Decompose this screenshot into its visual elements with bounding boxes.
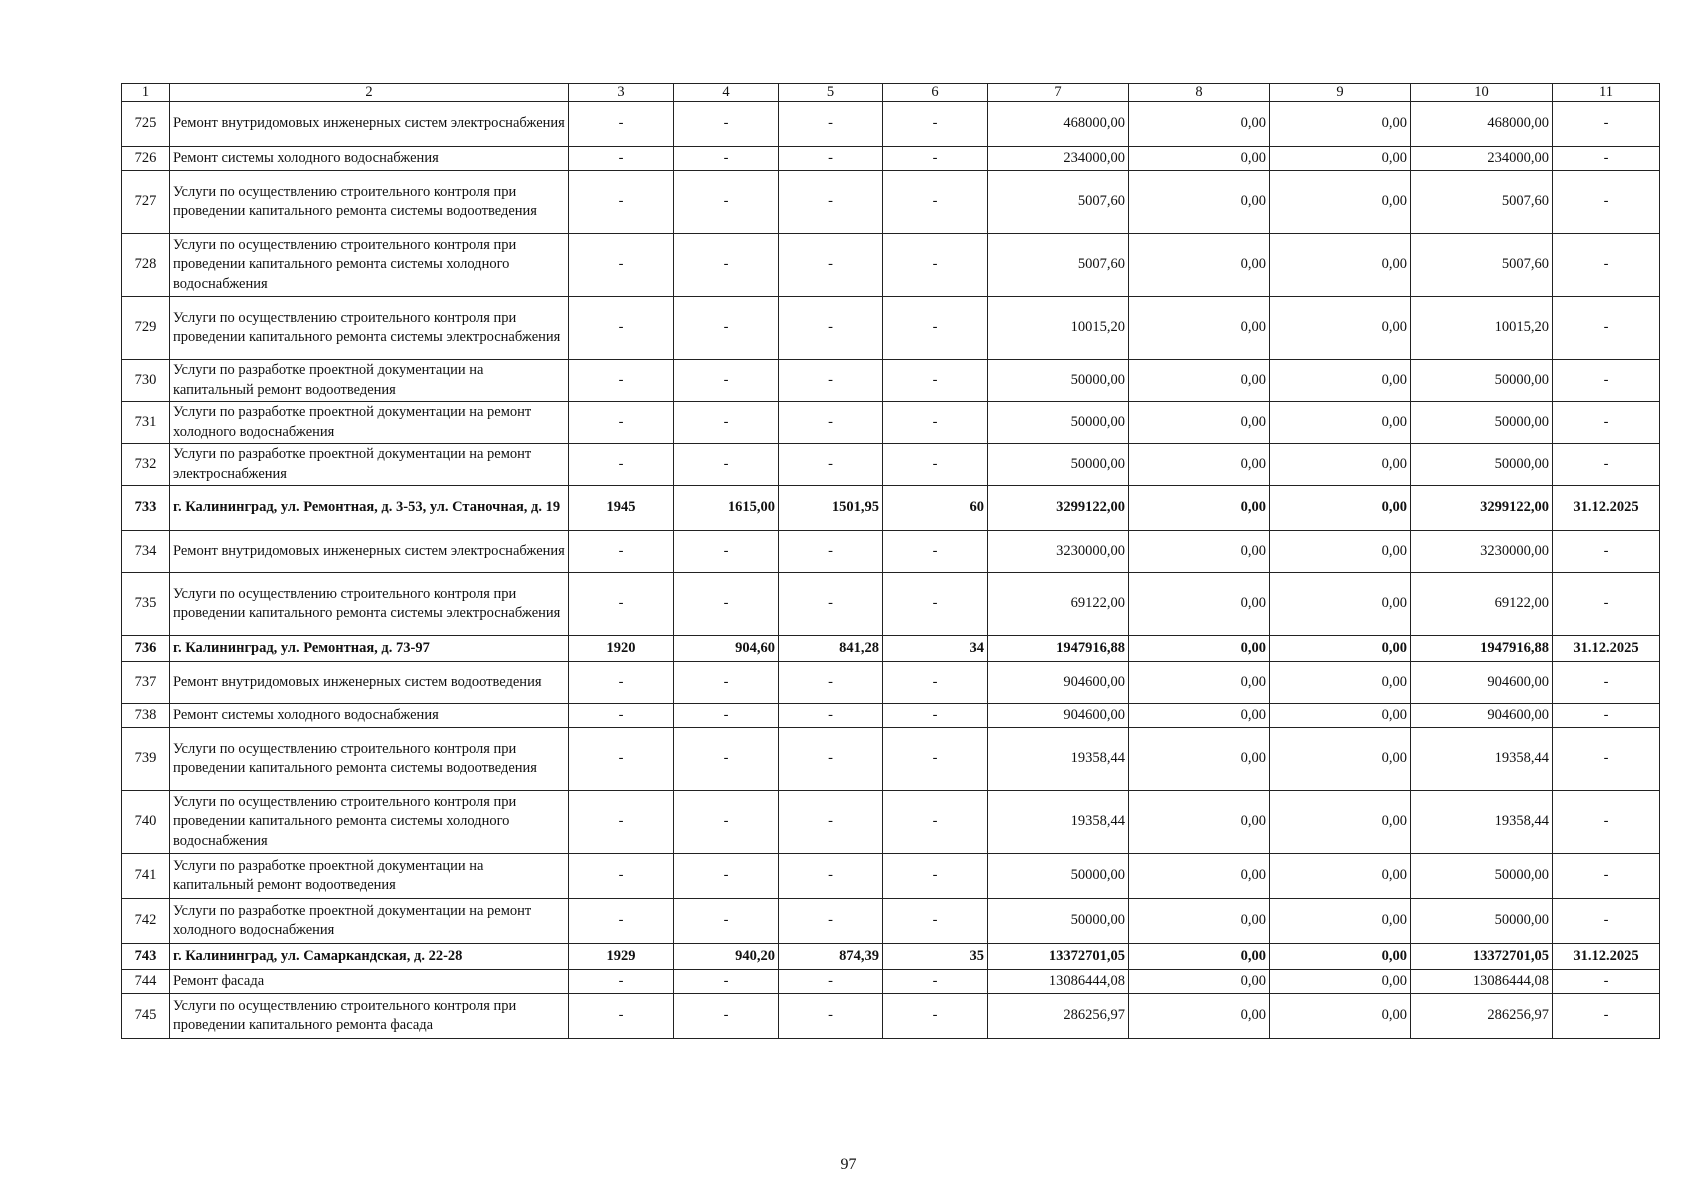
total-cost-cell: 69122,00: [988, 573, 1129, 636]
completion-date-cell: -: [1553, 573, 1660, 636]
row-number-cell: 727: [122, 171, 170, 234]
federal-funds-cell: 0,00: [1129, 102, 1270, 147]
regional-funds-cell: 0,00: [1270, 171, 1411, 234]
residents-count-cell: 34: [883, 636, 988, 662]
federal-funds-cell: 0,00: [1129, 171, 1270, 234]
residents-count-cell: 60: [883, 486, 988, 531]
total-cost-cell: 13372701,05: [988, 944, 1129, 970]
work-name-cell: Услуги по разработке проектной документации на капитальный ремонт водоотведения: [170, 360, 569, 402]
completion-date-cell: -: [1553, 704, 1660, 728]
build-year-cell: -: [569, 899, 674, 944]
residents-count-cell: -: [883, 662, 988, 704]
federal-funds-cell: 0,00: [1129, 360, 1270, 402]
living-area-cell: -: [779, 970, 883, 994]
living-area-cell: -: [779, 171, 883, 234]
row-number-cell: 745: [122, 994, 170, 1039]
residents-count-cell: -: [883, 704, 988, 728]
regional-funds-cell: 0,00: [1270, 704, 1411, 728]
total-area-cell: -: [674, 994, 779, 1039]
living-area-cell: -: [779, 297, 883, 360]
completion-date-cell: -: [1553, 234, 1660, 297]
residents-count-cell: -: [883, 970, 988, 994]
owner-funds-cell: 50000,00: [1411, 444, 1553, 486]
work-item-row: [122, 147, 1660, 171]
total-area-cell: -: [674, 662, 779, 704]
build-year-cell: -: [569, 402, 674, 444]
total-cost-cell: 5007,60: [988, 171, 1129, 234]
build-year-cell: -: [569, 854, 674, 899]
total-area-cell: -: [674, 147, 779, 171]
row-number-cell: 730: [122, 360, 170, 402]
living-area-cell: -: [779, 728, 883, 791]
work-name-cell: Ремонт системы холодного водоснабжения: [170, 704, 569, 728]
build-year-cell: -: [569, 444, 674, 486]
build-year-cell: -: [569, 704, 674, 728]
living-area-cell: -: [779, 854, 883, 899]
build-year-cell: -: [569, 994, 674, 1039]
total-area-cell: 1615,00: [674, 486, 779, 531]
completion-date-cell: -: [1553, 297, 1660, 360]
federal-funds-cell: 0,00: [1129, 854, 1270, 899]
federal-funds-cell: 0,00: [1129, 486, 1270, 531]
work-item-row: [122, 791, 1660, 854]
work-name-cell: Услуги по разработке проектной документации на ремонт холодного водоснабжения: [170, 402, 569, 444]
total-area-cell: -: [674, 171, 779, 234]
completion-date-cell: -: [1553, 360, 1660, 402]
residents-count-cell: -: [883, 728, 988, 791]
regional-funds-cell: 0,00: [1270, 636, 1411, 662]
work-item-row: [122, 360, 1660, 402]
total-area-cell: 940,20: [674, 944, 779, 970]
work-name-cell: Услуги по разработке проектной документации на ремонт холодного водоснабжения: [170, 899, 569, 944]
total-cost-cell: 19358,44: [988, 728, 1129, 791]
owner-funds-cell: 50000,00: [1411, 899, 1553, 944]
residents-count-cell: 35: [883, 944, 988, 970]
federal-funds-cell: 0,00: [1129, 994, 1270, 1039]
build-year-cell: -: [569, 662, 674, 704]
completion-date-cell: -: [1553, 791, 1660, 854]
regional-funds-cell: 0,00: [1270, 854, 1411, 899]
residents-count-cell: -: [883, 573, 988, 636]
row-number-cell: 728: [122, 234, 170, 297]
residents-count-cell: -: [883, 171, 988, 234]
total-area-cell: 904,60: [674, 636, 779, 662]
living-area-cell: -: [779, 147, 883, 171]
total-cost-cell: 3230000,00: [988, 531, 1129, 573]
address-row: [122, 944, 1660, 970]
owner-funds-cell: 468000,00: [1411, 102, 1553, 147]
column-number-header-row: [122, 84, 1660, 102]
total-cost-cell: 50000,00: [988, 360, 1129, 402]
work-item-row: [122, 970, 1660, 994]
build-year-cell: -: [569, 728, 674, 791]
owner-funds-cell: 5007,60: [1411, 234, 1553, 297]
owner-funds-cell: 13086444,08: [1411, 970, 1553, 994]
living-area-cell: 841,28: [779, 636, 883, 662]
row-number-cell: 743: [122, 944, 170, 970]
work-item-row: [122, 531, 1660, 573]
build-year-cell: -: [569, 573, 674, 636]
total-cost-cell: 50000,00: [988, 854, 1129, 899]
living-area-cell: -: [779, 573, 883, 636]
living-area-cell: -: [779, 234, 883, 297]
living-area-cell: -: [779, 531, 883, 573]
owner-funds-cell: 69122,00: [1411, 573, 1553, 636]
total-area-cell: -: [674, 573, 779, 636]
build-year-cell: -: [569, 234, 674, 297]
completion-date-cell: 31.12.2025: [1553, 486, 1660, 531]
living-area-cell: -: [779, 994, 883, 1039]
owner-funds-cell: 3299122,00: [1411, 486, 1553, 531]
living-area-cell: -: [779, 402, 883, 444]
residents-count-cell: -: [883, 444, 988, 486]
completion-date-cell: -: [1553, 899, 1660, 944]
regional-funds-cell: 0,00: [1270, 994, 1411, 1039]
total-cost-cell: 50000,00: [988, 444, 1129, 486]
federal-funds-cell: 0,00: [1129, 899, 1270, 944]
row-number-cell: 725: [122, 102, 170, 147]
owner-funds-cell: 13372701,05: [1411, 944, 1553, 970]
total-area-cell: -: [674, 402, 779, 444]
row-number-cell: 742: [122, 899, 170, 944]
living-area-cell: -: [779, 704, 883, 728]
build-year-cell: 1920: [569, 636, 674, 662]
regional-funds-cell: 0,00: [1270, 662, 1411, 704]
work-name-cell: г. Калининград, ул. Самаркандская, д. 22-28: [170, 944, 569, 970]
total-cost-cell: 286256,97: [988, 994, 1129, 1039]
page-number: 97: [840, 1156, 857, 1173]
total-area-cell: -: [674, 531, 779, 573]
total-area-cell: -: [674, 102, 779, 147]
total-area-cell: -: [674, 899, 779, 944]
living-area-cell: -: [779, 791, 883, 854]
federal-funds-cell: 0,00: [1129, 147, 1270, 171]
table-body: [122, 84, 1660, 1039]
work-name-cell: Услуги по осуществлению строительного контроля при проведении капитального ремонта системы водоотведения: [170, 171, 569, 234]
column-number-header: 8: [1129, 84, 1270, 102]
column-number-header: 4: [674, 84, 779, 102]
total-cost-cell: 19358,44: [988, 791, 1129, 854]
column-number-header: 3: [569, 84, 674, 102]
total-cost-cell: 904600,00: [988, 662, 1129, 704]
living-area-cell: 874,39: [779, 944, 883, 970]
total-cost-cell: 904600,00: [988, 704, 1129, 728]
federal-funds-cell: 0,00: [1129, 728, 1270, 791]
total-cost-cell: 5007,60: [988, 234, 1129, 297]
regional-funds-cell: 0,00: [1270, 147, 1411, 171]
federal-funds-cell: 0,00: [1129, 444, 1270, 486]
residents-count-cell: -: [883, 360, 988, 402]
build-year-cell: 1929: [569, 944, 674, 970]
owner-funds-cell: 50000,00: [1411, 360, 1553, 402]
column-number-header: 5: [779, 84, 883, 102]
owner-funds-cell: 1947916,88: [1411, 636, 1553, 662]
total-area-cell: -: [674, 791, 779, 854]
row-number-cell: 738: [122, 704, 170, 728]
build-year-cell: -: [569, 297, 674, 360]
total-area-cell: -: [674, 854, 779, 899]
completion-date-cell: -: [1553, 147, 1660, 171]
build-year-cell: -: [569, 791, 674, 854]
living-area-cell: -: [779, 899, 883, 944]
column-number-header: 7: [988, 84, 1129, 102]
owner-funds-cell: 286256,97: [1411, 994, 1553, 1039]
completion-date-cell: -: [1553, 402, 1660, 444]
column-number-header: 9: [1270, 84, 1411, 102]
work-item-row: [122, 234, 1660, 297]
residents-count-cell: -: [883, 234, 988, 297]
regional-funds-cell: 0,00: [1270, 297, 1411, 360]
total-area-cell: -: [674, 444, 779, 486]
total-cost-cell: 50000,00: [988, 899, 1129, 944]
residents-count-cell: -: [883, 899, 988, 944]
column-number-header: 2: [170, 84, 569, 102]
completion-date-cell: -: [1553, 171, 1660, 234]
federal-funds-cell: 0,00: [1129, 662, 1270, 704]
row-number-cell: 741: [122, 854, 170, 899]
row-number-cell: 729: [122, 297, 170, 360]
completion-date-cell: -: [1553, 531, 1660, 573]
regional-funds-cell: 0,00: [1270, 970, 1411, 994]
residents-count-cell: -: [883, 297, 988, 360]
living-area-cell: -: [779, 360, 883, 402]
total-cost-cell: 3299122,00: [988, 486, 1129, 531]
regional-funds-cell: 0,00: [1270, 944, 1411, 970]
work-name-cell: Услуги по разработке проектной документации на ремонт электроснабжения: [170, 444, 569, 486]
federal-funds-cell: 0,00: [1129, 636, 1270, 662]
work-item-row: [122, 994, 1660, 1039]
build-year-cell: -: [569, 102, 674, 147]
column-number-header: 1: [122, 84, 170, 102]
living-area-cell: -: [779, 444, 883, 486]
owner-funds-cell: 904600,00: [1411, 704, 1553, 728]
work-name-cell: Услуги по осуществлению строительного контроля при проведении капитального ремонта системы холодного водоснабжения: [170, 791, 569, 854]
completion-date-cell: -: [1553, 970, 1660, 994]
total-cost-cell: 468000,00: [988, 102, 1129, 147]
work-name-cell: Услуги по осуществлению строительного контроля при проведении капитального ремонта системы электроснабжения: [170, 297, 569, 360]
regional-funds-cell: 0,00: [1270, 728, 1411, 791]
regional-funds-cell: 0,00: [1270, 486, 1411, 531]
work-item-row: [122, 102, 1660, 147]
federal-funds-cell: 0,00: [1129, 791, 1270, 854]
work-name-cell: Ремонт фасада: [170, 970, 569, 994]
residents-count-cell: -: [883, 531, 988, 573]
column-number-header: 6: [883, 84, 988, 102]
work-name-cell: г. Калининград, ул. Ремонтная, д. 3-53, ул. Станочная, д. 19: [170, 486, 569, 531]
federal-funds-cell: 0,00: [1129, 573, 1270, 636]
address-row: [122, 486, 1660, 531]
work-name-cell: Услуги по осуществлению строительного контроля при проведении капитального ремонта фасада: [170, 994, 569, 1039]
work-name-cell: Услуги по осуществлению строительного контроля при проведении капитального ремонта системы водоотведения: [170, 728, 569, 791]
work-name-cell: Ремонт внутридомовых инженерных систем электроснабжения: [170, 102, 569, 147]
work-name-cell: Ремонт внутридомовых инженерных систем электроснабжения: [170, 531, 569, 573]
column-number-header: 10: [1411, 84, 1553, 102]
work-name-cell: г. Калининград, ул. Ремонтная, д. 73-97: [170, 636, 569, 662]
total-cost-cell: 10015,20: [988, 297, 1129, 360]
total-area-cell: -: [674, 970, 779, 994]
federal-funds-cell: 0,00: [1129, 402, 1270, 444]
work-item-row: [122, 573, 1660, 636]
owner-funds-cell: 19358,44: [1411, 791, 1553, 854]
build-year-cell: -: [569, 531, 674, 573]
work-item-row: [122, 728, 1660, 791]
owner-funds-cell: 904600,00: [1411, 662, 1553, 704]
residents-count-cell: -: [883, 147, 988, 171]
total-area-cell: -: [674, 297, 779, 360]
regional-funds-cell: 0,00: [1270, 360, 1411, 402]
total-cost-cell: 1947916,88: [988, 636, 1129, 662]
regional-funds-cell: 0,00: [1270, 791, 1411, 854]
build-year-cell: -: [569, 147, 674, 171]
work-name-cell: Ремонт системы холодного водоснабжения: [170, 147, 569, 171]
work-name-cell: Ремонт внутридомовых инженерных систем водоотведения: [170, 662, 569, 704]
owner-funds-cell: 234000,00: [1411, 147, 1553, 171]
owner-funds-cell: 50000,00: [1411, 402, 1553, 444]
row-number-cell: 735: [122, 573, 170, 636]
total-cost-cell: 13086444,08: [988, 970, 1129, 994]
owner-funds-cell: 3230000,00: [1411, 531, 1553, 573]
row-number-cell: 731: [122, 402, 170, 444]
residents-count-cell: -: [883, 854, 988, 899]
owner-funds-cell: 10015,20: [1411, 297, 1553, 360]
total-area-cell: -: [674, 360, 779, 402]
row-number-cell: 734: [122, 531, 170, 573]
living-area-cell: -: [779, 102, 883, 147]
row-number-cell: 740: [122, 791, 170, 854]
row-number-cell: 733: [122, 486, 170, 531]
row-number-cell: 737: [122, 662, 170, 704]
work-name-cell: Услуги по осуществлению строительного контроля при проведении капитального ремонта системы холодного водоснабжения: [170, 234, 569, 297]
living-area-cell: -: [779, 662, 883, 704]
column-number-header: 11: [1553, 84, 1660, 102]
work-item-row: [122, 704, 1660, 728]
completion-date-cell: -: [1553, 444, 1660, 486]
repair-plan-table: [121, 83, 1660, 1039]
row-number-cell: 736: [122, 636, 170, 662]
regional-funds-cell: 0,00: [1270, 899, 1411, 944]
regional-funds-cell: 0,00: [1270, 573, 1411, 636]
total-area-cell: -: [674, 728, 779, 791]
regional-funds-cell: 0,00: [1270, 444, 1411, 486]
work-item-row: [122, 402, 1660, 444]
row-number-cell: 726: [122, 147, 170, 171]
owner-funds-cell: 5007,60: [1411, 171, 1553, 234]
work-item-row: [122, 297, 1660, 360]
total-area-cell: -: [674, 704, 779, 728]
work-item-row: [122, 171, 1660, 234]
federal-funds-cell: 0,00: [1129, 944, 1270, 970]
residents-count-cell: -: [883, 994, 988, 1039]
total-area-cell: -: [674, 234, 779, 297]
federal-funds-cell: 0,00: [1129, 531, 1270, 573]
completion-date-cell: -: [1553, 854, 1660, 899]
total-cost-cell: 234000,00: [988, 147, 1129, 171]
federal-funds-cell: 0,00: [1129, 297, 1270, 360]
address-row: [122, 636, 1660, 662]
work-item-row: [122, 444, 1660, 486]
work-name-cell: Услуги по осуществлению строительного контроля при проведении капитального ремонта системы электроснабжения: [170, 573, 569, 636]
residents-count-cell: -: [883, 791, 988, 854]
work-item-row: [122, 854, 1660, 899]
row-number-cell: 732: [122, 444, 170, 486]
row-number-cell: 739: [122, 728, 170, 791]
federal-funds-cell: 0,00: [1129, 704, 1270, 728]
regional-funds-cell: 0,00: [1270, 102, 1411, 147]
completion-date-cell: -: [1553, 662, 1660, 704]
total-cost-cell: 50000,00: [988, 402, 1129, 444]
build-year-cell: -: [569, 171, 674, 234]
residents-count-cell: -: [883, 402, 988, 444]
owner-funds-cell: 50000,00: [1411, 854, 1553, 899]
work-item-row: [122, 662, 1660, 704]
owner-funds-cell: 19358,44: [1411, 728, 1553, 791]
regional-funds-cell: 0,00: [1270, 531, 1411, 573]
completion-date-cell: -: [1553, 728, 1660, 791]
build-year-cell: -: [569, 970, 674, 994]
work-item-row: [122, 899, 1660, 944]
federal-funds-cell: 0,00: [1129, 234, 1270, 297]
completion-date-cell: 31.12.2025: [1553, 944, 1660, 970]
completion-date-cell: -: [1553, 102, 1660, 147]
build-year-cell: 1945: [569, 486, 674, 531]
completion-date-cell: -: [1553, 994, 1660, 1039]
federal-funds-cell: 0,00: [1129, 970, 1270, 994]
work-name-cell: Услуги по разработке проектной документации на капитальный ремонт водоотведения: [170, 854, 569, 899]
residents-count-cell: -: [883, 102, 988, 147]
regional-funds-cell: 0,00: [1270, 234, 1411, 297]
regional-funds-cell: 0,00: [1270, 402, 1411, 444]
completion-date-cell: 31.12.2025: [1553, 636, 1660, 662]
row-number-cell: 744: [122, 970, 170, 994]
living-area-cell: 1501,95: [779, 486, 883, 531]
build-year-cell: -: [569, 360, 674, 402]
